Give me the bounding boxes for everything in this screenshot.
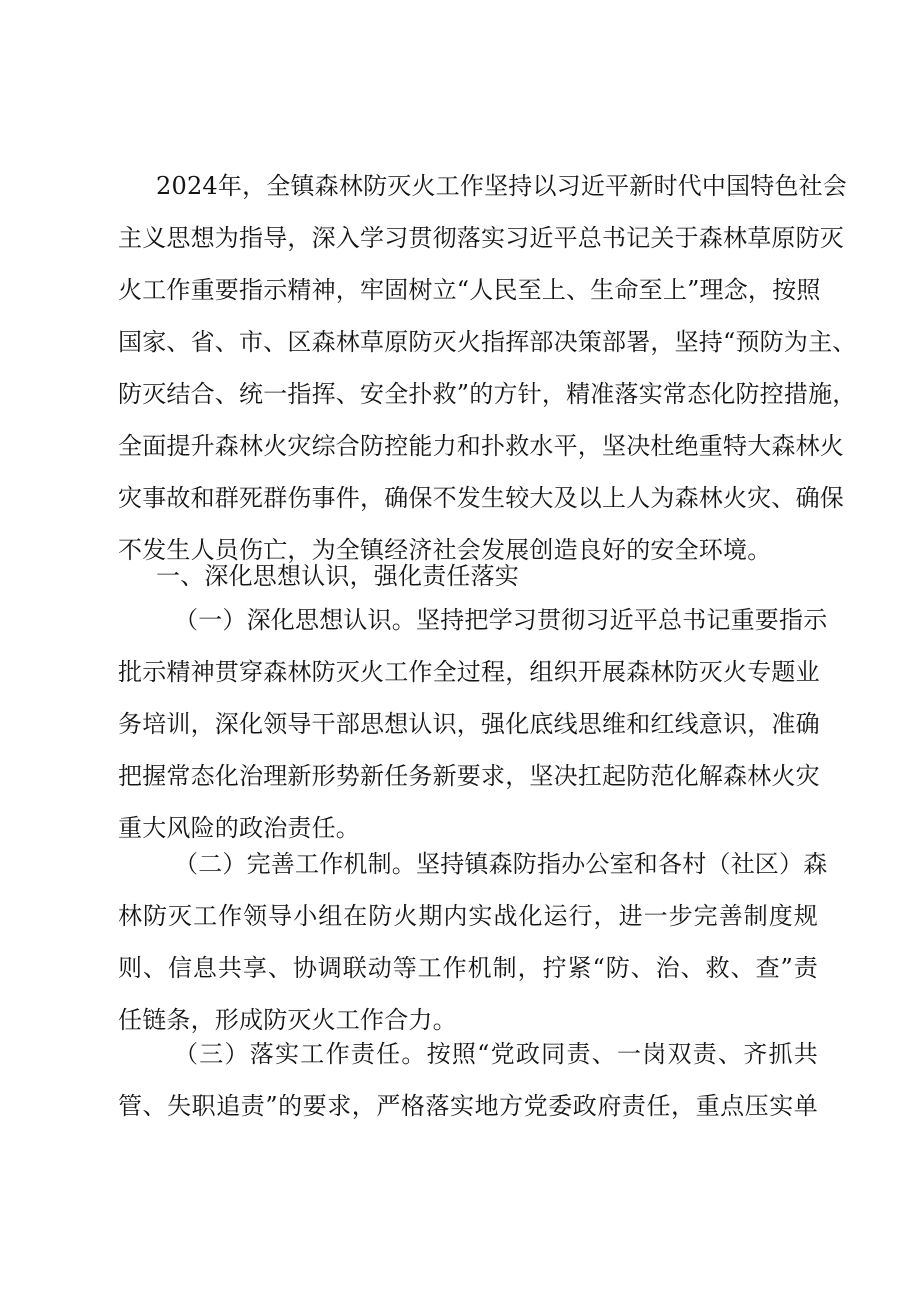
section-heading-text: 一、深化思想认识，强化责任落实 bbox=[156, 562, 519, 590]
text-line: 全面提升森林火灾综合防控能力和扑救水平，坚决杜绝重特大森林火 bbox=[118, 432, 844, 460]
text-line: 把握常态化治理新形势新任务新要求，坚决扛起防范化解森林火灾 bbox=[118, 762, 820, 790]
text-line: 任链条，形成防灭火工作合力。 bbox=[118, 1006, 457, 1034]
text-line: 不发生人员伤亡，为全镇经济社会发展创造良好的安全环境。 bbox=[118, 536, 772, 564]
intro-paragraph bbox=[118, 160, 857, 576]
text-line: （二）完善工作机制。坚持镇森防指办公室和各村（社区）森 bbox=[174, 850, 828, 878]
text-line: （一）深化思想认识。坚持把学习贯彻习近平总书记重要指示 bbox=[174, 606, 828, 634]
text-line: 重大风险的政治责任。 bbox=[118, 814, 360, 842]
text-line: 批示精神贯穿森林防灭火工作全过程，组织开展森林防灭火专题业 bbox=[118, 658, 820, 686]
text-line: 主义思想为指导，深入学习贯彻落实习近平总书记关于森林草原防灭 bbox=[118, 224, 844, 252]
text-line: 2024年，全镇森林防灭火工作坚持以习近平新时代中国特色社会 bbox=[156, 172, 848, 200]
item1-paragraph bbox=[118, 594, 828, 854]
item2-paragraph bbox=[118, 838, 828, 1046]
text-line: 林防灭工作领导小组在防火期内实战化运行，进一步完善制度规 bbox=[118, 902, 818, 930]
text-line: 火工作重要指示精神，牢固树立“人民至上、生命至上”理念，按照 bbox=[118, 276, 821, 304]
item3-paragraph bbox=[118, 1028, 818, 1132]
text-line: 务培训，深化领导干部思想认识，强化底线思维和红线意识，准确 bbox=[118, 710, 820, 738]
text-line: 灾事故和群死群伤事件，确保不发生较大及以上人为森林火灾、确保 bbox=[118, 484, 844, 512]
text-line: （三）落实工作责任。按照“党政同责、一岗双责、齐抓共 bbox=[174, 1040, 818, 1068]
text-line: 则、信息共享、协调联动等工作机制，拧紧“防、治、救、查”责 bbox=[118, 954, 818, 982]
text-line: 国家、省、市、区森林草原防灭火指挥部决策部署，坚持“预防为主、 bbox=[118, 328, 857, 356]
text-line: 管、失职追责”的要求，严格落实地方党委政府责任，重点压实单 bbox=[118, 1092, 818, 1120]
text-line: 防灭结合、统一指挥、安全扑救”的方针，精准落实常态化防控措施， bbox=[118, 380, 857, 408]
